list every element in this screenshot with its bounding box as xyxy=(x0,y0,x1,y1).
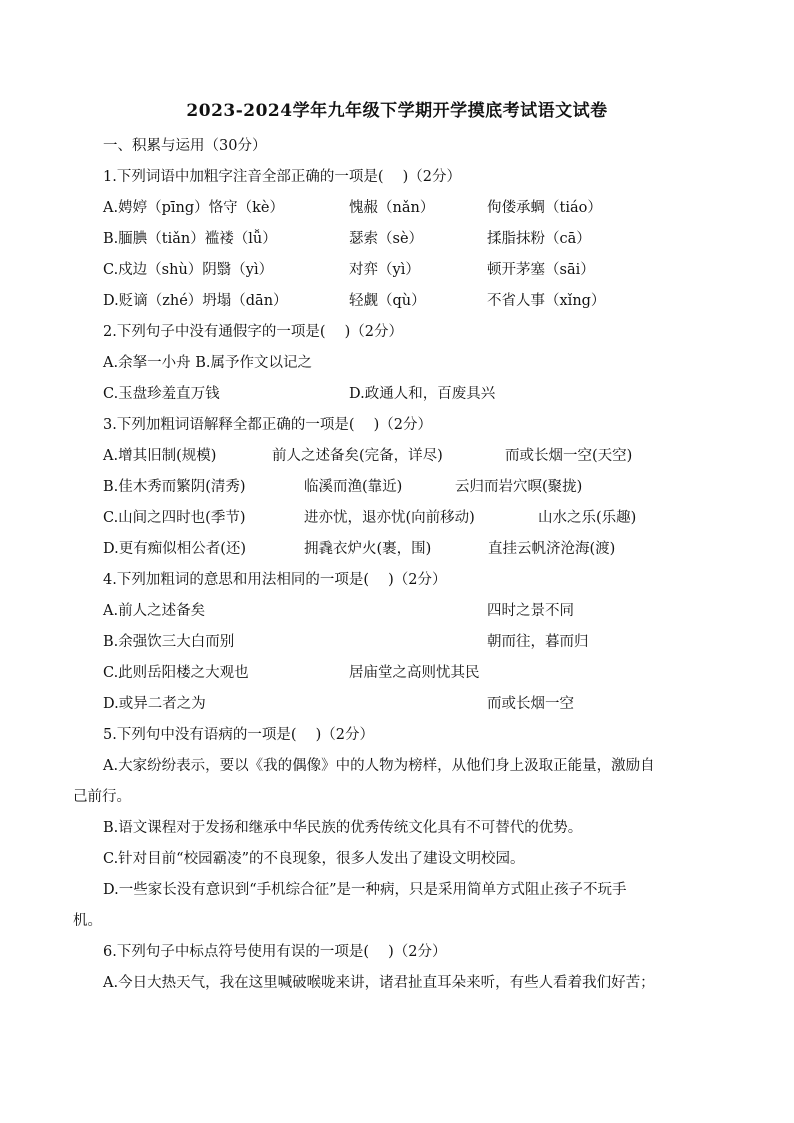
q3-c-col1: C.山间之四时也(季节) xyxy=(103,510,246,526)
q4-d-left: D.或异二者之为 xyxy=(103,696,206,712)
q2-row1: A.余拏一小舟 B.属予作文以记之 xyxy=(103,355,312,371)
q1-d-col2: 轻觑（qù） xyxy=(349,293,426,309)
section-heading: 一、积累与运用（30分） xyxy=(103,138,267,154)
q5-option-a-line2: 己前行。 xyxy=(73,789,131,805)
q4-a-right: 四时之景不同 xyxy=(487,603,574,619)
q3-b-col3: 云归而岩穴暝(聚拢) xyxy=(455,479,583,495)
q3-c-col2: 进亦忧，退亦忧(向前移动) xyxy=(304,510,475,526)
q5-option-d-line2: 机。 xyxy=(73,913,102,929)
q3-a-col3: 而或长烟一空(天空) xyxy=(505,448,633,464)
q1-a-col1: A.娉婷（pīng）恪守（kè） xyxy=(103,200,284,216)
q2-stem: 2.下列句子中没有通假字的一项是( )（2分） xyxy=(103,324,403,340)
exam-title: 2023-2024学年九年级下学期开学摸底考试语文试卷 xyxy=(186,101,608,121)
q3-d-col1: D.更有痴似相公者(还) xyxy=(103,541,247,557)
q5-option-a-line1: A.大家纷纷表示，要以《我的偶像》中的人物为榜样，从他们身上汲取正能量，激励自 xyxy=(103,758,655,774)
q2-option-c: C.玉盘珍羞直万钱 xyxy=(103,386,220,402)
q1-b-col1: B.腼腆（tiǎn）褴褛（lǚ） xyxy=(103,231,277,247)
q4-a-left: A.前人之述备矣 xyxy=(103,603,206,619)
q1-c-col3: 顿开茅塞（sāi） xyxy=(487,262,595,278)
q6-stem: 6.下列句子中标点符号使用有误的一项是( )（2分） xyxy=(103,944,447,960)
q3-b-col2: 临溪而渔(靠近) xyxy=(304,479,403,495)
q3-a-col1: A.增其旧制(规模) xyxy=(103,448,217,464)
q1-c-col1: C.戍边（shù）阴翳（yì） xyxy=(103,262,274,278)
q5-option-c: C.针对目前“校园霸凌”的不良现象，很多人发出了建设文明校园。 xyxy=(103,851,525,867)
q1-a-col2: 愧赧（nǎn） xyxy=(349,200,435,216)
q4-d-right: 而或长烟一空 xyxy=(487,696,574,712)
q4-b-right: 朝而往，暮而归 xyxy=(487,634,589,650)
q5-stem: 5.下列句中没有语病的一项是( )（2分） xyxy=(103,727,374,743)
q3-b-col1: B.佳木秀而繁阴(清秀) xyxy=(103,479,246,495)
q1-b-col2: 瑟索（sè） xyxy=(349,231,424,247)
q6-option-a: A.今日大热天气，我在这里喊破喉咙来讲，诸君扯直耳朵来听，有些人看着我们好苦； xyxy=(103,975,655,991)
q4-c-left: C.此则岳阳楼之大观也 xyxy=(103,665,249,681)
q1-d-col1: D.贬谪（zhé）坍塌（dān） xyxy=(103,293,288,309)
q3-d-col2: 拥毳衣炉火(裹，围) xyxy=(304,541,432,557)
q1-b-col3: 揉脂抹粉（cā） xyxy=(487,231,591,247)
q1-a-col3: 佝偻承蜩（tiáo） xyxy=(487,200,602,216)
q4-stem: 4.下列加粗词的意思和用法相同的一项是( )（2分） xyxy=(103,572,447,588)
q1-stem: 1.下列词语中加粗字注音全部正确的一项是( )（2分） xyxy=(103,169,461,185)
q2-option-d: D.政通人和，百废具兴 xyxy=(349,386,496,402)
q5-option-b: B.语文课程对于发扬和继承中华民族的优秀传统文化具有不可替代的优势。 xyxy=(103,820,583,836)
q3-d-col3: 直挂云帆济沧海(渡) xyxy=(488,541,616,557)
q3-c-col3: 山水之乐(乐趣) xyxy=(538,510,637,526)
q1-c-col2: 对弈（yì） xyxy=(349,262,420,278)
q3-a-col2: 前人之述备矣(完备，详尽) xyxy=(272,448,443,464)
q5-option-d-line1: D.一些家长没有意识到“手机综合征”是一种病，只是采用简单方式阻止孩子不玩手 xyxy=(103,882,627,898)
q4-c-right: 居庙堂之高则忧其民 xyxy=(349,665,480,681)
q4-b-left: B.余强饮三大白而别 xyxy=(103,634,235,650)
q3-stem: 3.下列加粗词语解释全都正确的一项是( )（2分） xyxy=(103,417,432,433)
q1-d-col3: 不省人事（xǐng） xyxy=(487,293,606,309)
